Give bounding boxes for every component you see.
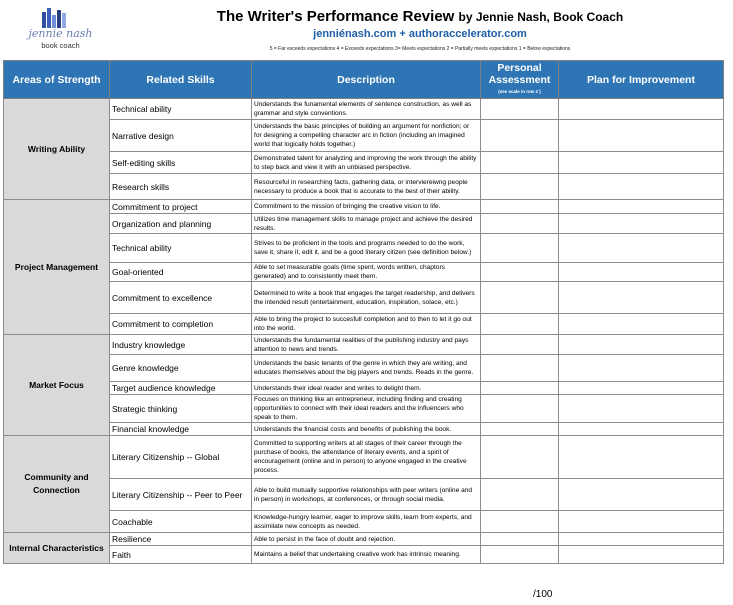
skill-name: Narrative design [110, 120, 252, 152]
website-links: jenniénash.com + authoraccelerator.com [313, 28, 527, 40]
assessment-cell[interactable] [481, 120, 559, 152]
plan-cell[interactable] [559, 436, 724, 479]
skill-name: Target audience knowledge [110, 382, 252, 395]
skill-description: Understands the funamental elements of sentence construction, as well as grammar and style conventions. [252, 99, 481, 120]
skill-description: Committed to supporting writers at all stages of their career through the purchase of books, the attendance of literary events, and a spirit of encouragement (online and in person) to anyone engaged in the creative process. [252, 436, 481, 479]
assessment-cell[interactable] [481, 234, 559, 263]
title-byline: by Jennie Nash, Book Coach [458, 10, 624, 24]
assessment-cell[interactable] [481, 533, 559, 546]
skill-name: Commitment to excellence [110, 282, 252, 314]
table-row [4, 546, 724, 564]
skill-name: Literary Citizenship -- Peer to Peer [110, 479, 252, 511]
table-row [4, 282, 724, 314]
skill-name: Strategic thinking [110, 395, 252, 423]
area-name: Market Focus [4, 335, 110, 436]
skill-description: Determined to write a book that engages the target readership, and delivers the intended result (entertainment, education, inspiration, solace, etc.) [252, 282, 481, 314]
plan-cell[interactable] [559, 314, 724, 335]
assessment-cell[interactable] [481, 546, 559, 564]
skill-description: Understands the basic principles of building an argument for nonfiction; or for designing a compelling character arc in fiction (including an imagined world that logically holds together.) [252, 120, 481, 152]
table-row [4, 395, 724, 423]
page-title [110, 8, 730, 25]
logo [18, 8, 103, 52]
assessment-cell[interactable] [481, 479, 559, 511]
area-name: Internal Characteristics [4, 533, 110, 564]
col-skills: Related Skills [110, 61, 252, 99]
table-row [4, 99, 724, 120]
assessment-cell[interactable] [481, 174, 559, 200]
area-name: Community and Connection [4, 436, 110, 533]
plan-cell[interactable] [559, 174, 724, 200]
skill-description: Able to build mutually supportive relationships with peer writers (online and in person) in workshops, at conferences, or through social media. [252, 479, 481, 511]
plan-cell[interactable] [559, 120, 724, 152]
total-score: /100 [533, 589, 553, 600]
table-row [4, 263, 724, 282]
assessment-cell[interactable] [481, 152, 559, 174]
plan-cell[interactable] [559, 152, 724, 174]
plan-cell[interactable] [559, 546, 724, 564]
area-name: Writing Ability [4, 99, 110, 200]
skill-name: Goal-oriented [110, 263, 252, 282]
skill-description: Demonstrated talent for analyzing and improving the work through the ability to step back and view it with an unbiased perspective. [252, 152, 481, 174]
table-row [4, 214, 724, 234]
col-assessment [481, 61, 559, 99]
logo-subtitle: book coach [41, 41, 80, 50]
table-row [4, 382, 724, 395]
area-name: Project Management [4, 200, 110, 335]
table-row [4, 533, 724, 546]
table-row [4, 355, 724, 382]
plan-cell[interactable] [559, 282, 724, 314]
plan-cell[interactable] [559, 395, 724, 423]
skill-description: Able to persist in the face of doubt and rejection. [252, 533, 481, 546]
table-row [4, 436, 724, 479]
plan-cell[interactable] [559, 335, 724, 355]
skill-name: Literary Citizenship -- Global [110, 436, 252, 479]
plan-cell[interactable] [559, 234, 724, 263]
skill-description: Commitment to the mission of bringing the creative vision to life. [252, 200, 481, 214]
review-table [3, 60, 724, 564]
skill-description: Maintains a belief that undertaking creative work has intrinsic meaning. [252, 546, 481, 564]
logo-name: jennie nash [28, 27, 93, 40]
plan-cell[interactable] [559, 200, 724, 214]
skill-name: Technical ability [110, 234, 252, 263]
assessment-cell[interactable] [481, 335, 559, 355]
table-row [4, 120, 724, 152]
table-row [4, 234, 724, 263]
assessment-cell[interactable] [481, 436, 559, 479]
assessment-cell[interactable] [481, 382, 559, 395]
header-row [4, 61, 724, 99]
table-row [4, 200, 724, 214]
skill-description: Utilizes time management skills to manage project and achieve the desired results. [252, 214, 481, 234]
skill-name: Self-editing skills [110, 152, 252, 174]
skill-name: Commitment to completion [110, 314, 252, 335]
assessment-cell[interactable] [481, 314, 559, 335]
skill-description: Able to set measurable goals (time spent, words written, chaptors generated) and to consistently meet them. [252, 263, 481, 282]
table-row [4, 511, 724, 533]
plan-cell[interactable] [559, 214, 724, 234]
table-row [4, 423, 724, 436]
plan-cell[interactable] [559, 511, 724, 533]
plan-cell[interactable] [559, 479, 724, 511]
skill-name: Organization and planning [110, 214, 252, 234]
plan-cell[interactable] [559, 423, 724, 436]
skill-name: Research skills [110, 174, 252, 200]
skill-description: Understands the basic tenants of the genre in which they are writing, and educates themselves about the big players and trends. Reads in the genre. [252, 355, 481, 382]
table-row [4, 314, 724, 335]
skill-name: Resilience [110, 533, 252, 546]
plan-cell[interactable] [559, 533, 724, 546]
table-row [4, 174, 724, 200]
assessment-cell[interactable] [481, 99, 559, 120]
plan-cell[interactable] [559, 263, 724, 282]
title-main: The Writer's Performance Review [216, 8, 455, 25]
col-area: Areas of Strength [4, 61, 110, 99]
rating-scale: 5 = Far exceeds expectations 4 = Exceeds expectations 3= Meets expectations 2 = Partially meets expectations 1 = Below expectations [269, 46, 571, 52]
assessment-cell[interactable] [481, 355, 559, 382]
plan-cell[interactable] [559, 382, 724, 395]
plan-cell[interactable] [559, 99, 724, 120]
books-icon [42, 8, 66, 28]
skill-description: Able to bring the project to succesfull completion and to then to let it go out into the world. [252, 314, 481, 335]
assessment-cell[interactable] [481, 263, 559, 282]
table-row [4, 479, 724, 511]
assessment-note: (see scale in row 2 ) [498, 88, 541, 94]
skill-description: Understands the financial costs and benefits of publishing the book. [252, 423, 481, 436]
assessment-cell[interactable] [481, 200, 559, 214]
skill-description: Understands their ideal reader and writes to delight them. [252, 382, 481, 395]
assessment-label: Personal Assessment [488, 61, 551, 86]
skill-name: Technical ability [110, 99, 252, 120]
col-description: Description [252, 61, 481, 99]
col-plan: Plan for Improvement [559, 61, 724, 99]
assessment-cell[interactable] [481, 395, 559, 423]
skill-description: Focuses on thinking like an entrepreneur, including finding and creating opportunities to connect with their ideal readers and the influencers who speak to them. [252, 395, 481, 423]
skill-description: Understands the fundamental realities of the publishing industry and pays attention to news and trends. [252, 335, 481, 355]
skill-name: Faith [110, 546, 252, 564]
skill-name: Coachable [110, 511, 252, 533]
assessment-cell[interactable] [481, 423, 559, 436]
skill-name: Commitment to project [110, 200, 252, 214]
skill-name: Genre knowledge [110, 355, 252, 382]
assessment-cell[interactable] [481, 214, 559, 234]
skill-name: Financial knowledge [110, 423, 252, 436]
plan-cell[interactable] [559, 355, 724, 382]
assessment-cell[interactable] [481, 511, 559, 533]
table-row [4, 152, 724, 174]
assessment-cell[interactable] [481, 282, 559, 314]
table-row [4, 335, 724, 355]
skill-name: Industry knowledge [110, 335, 252, 355]
skill-description: Resourceful in researching facts, gathering data, or interviereiwng people necessary to produce a book that is accurate to the best of their ability. [252, 174, 481, 200]
skill-description: Knowledge-hungry learner, eager to improve skills, learn from experts, and assimilate new concepts as needed. [252, 511, 481, 533]
skill-description: Strives to be proficient in the tools and programs needed to do the work, save it, share it, edit it, and be a good literary citizen (see definition below.) [252, 234, 481, 263]
